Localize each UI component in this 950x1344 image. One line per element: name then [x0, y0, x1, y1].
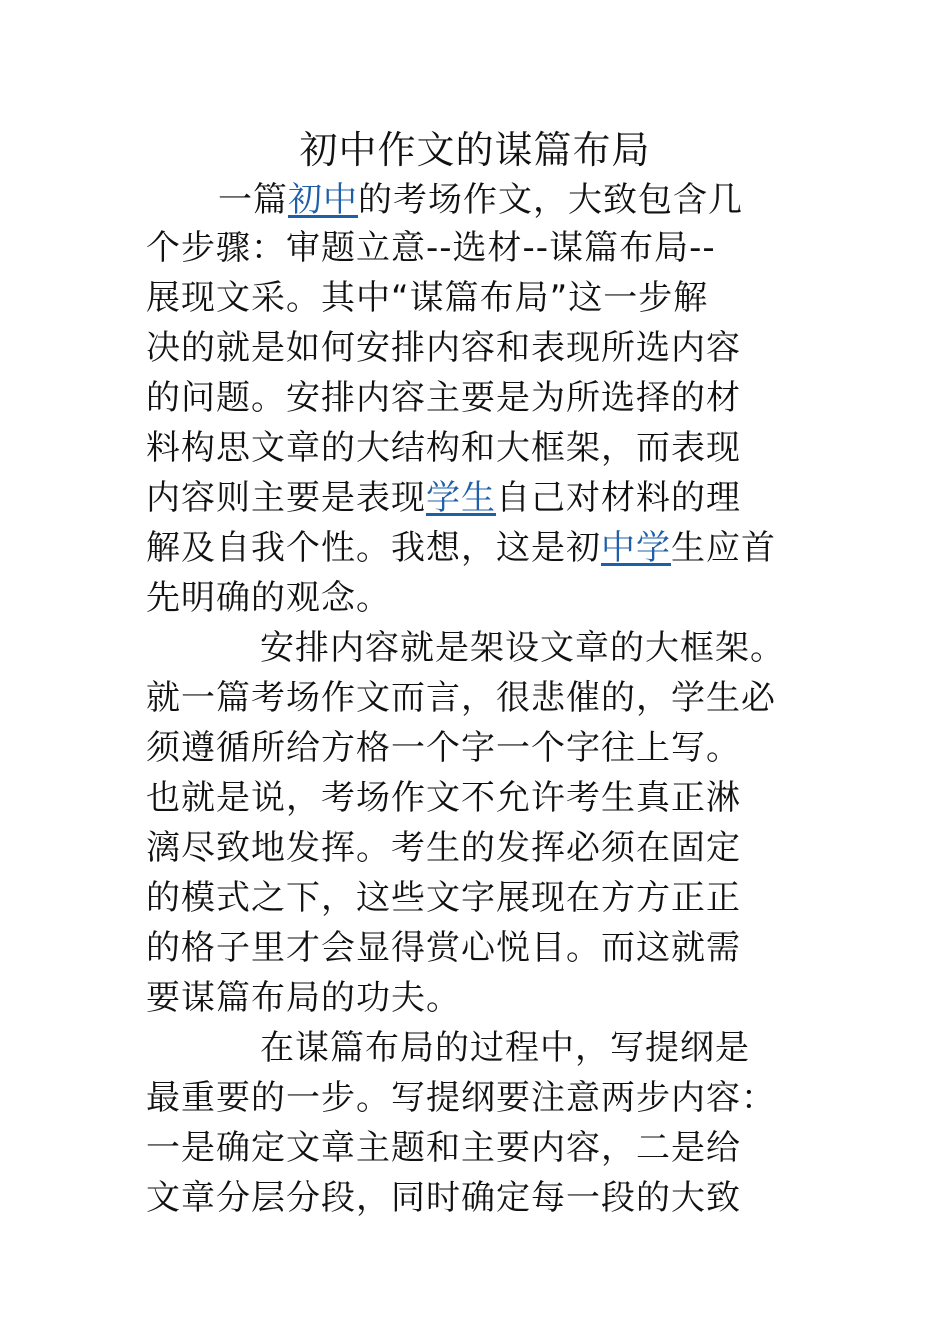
- body-line: [146, 1126, 741, 1170]
- body-line: [218, 178, 743, 222]
- body-text: 的问题。安排内容主要是为所选择的材: [146, 378, 741, 418]
- body-line: [146, 826, 741, 870]
- body-line: [146, 476, 741, 520]
- body-line: [146, 1076, 776, 1120]
- body-text: 展现文采。其中“谋篇布局”这一步解: [146, 278, 709, 318]
- body-text: 一是确定文章主题和主要内容，二是给: [146, 1128, 741, 1168]
- body-line: [260, 1026, 750, 1070]
- body-line: [146, 376, 741, 420]
- body-text: 自己对材料的理: [496, 478, 741, 518]
- body-line: [146, 326, 741, 370]
- body-text: 要谋篇布局的功夫。: [146, 978, 461, 1018]
- body-text: 解及自我个性。我想，这是初: [146, 528, 601, 568]
- body-line: [146, 876, 741, 920]
- body-text: 生应首: [671, 528, 776, 568]
- body-line: [146, 576, 391, 620]
- body-text: 的考场作文，大致包含几: [358, 180, 743, 220]
- body-text: 须遵循所给方格一个字一个字往上写。: [146, 728, 741, 768]
- body-text: 就一篇考场作文而言，很悲催的，学生必: [146, 678, 776, 718]
- body-text: 个步骤：审题立意--选材--谋篇布局--: [146, 228, 716, 268]
- body-text: 在谋篇布局的过程中，写提纲是: [260, 1028, 750, 1068]
- body-line: [146, 526, 776, 570]
- body-line: [146, 276, 708, 320]
- body-line: [146, 676, 776, 720]
- body-line: [146, 976, 461, 1020]
- body-text: 安排内容就是架设文章的大框架。: [260, 628, 785, 668]
- body-line: [260, 626, 785, 670]
- body-line: [146, 226, 716, 270]
- body-text: 内容则主要是表现: [146, 478, 426, 518]
- inline-link[interactable]: 中学: [601, 528, 671, 568]
- body-text: 料构思文章的大结构和大框架，而表现: [146, 428, 741, 468]
- body-text: 一篇: [218, 180, 288, 220]
- body-line: [146, 726, 741, 770]
- inline-link[interactable]: 学生: [426, 478, 496, 518]
- body-text: 的模式之下，这些文字展现在方方正正: [146, 878, 741, 918]
- body-text: 决的就是如何安排内容和表现所选内容: [146, 328, 741, 368]
- body-line: [146, 1176, 741, 1220]
- body-line: [146, 776, 741, 820]
- body-text: 的格子里才会显得赏心悦目。而这就需: [146, 928, 741, 968]
- body-line: [146, 426, 741, 470]
- document-title: 初中作文的谋篇布局: [299, 128, 651, 172]
- inline-link[interactable]: 初中: [288, 180, 358, 220]
- body-text: 最重要的一步。写提纲要注意两步内容：: [146, 1078, 776, 1118]
- body-line: [146, 926, 741, 970]
- body-text: 文章分层分段，同时确定每一段的大致: [146, 1178, 741, 1218]
- body-text: 先明确的观念。: [146, 578, 391, 618]
- body-text: 也就是说，考场作文不允许考生真正淋: [146, 778, 741, 818]
- body-text: 漓尽致地发挥。考生的发挥必须在固定: [146, 828, 741, 868]
